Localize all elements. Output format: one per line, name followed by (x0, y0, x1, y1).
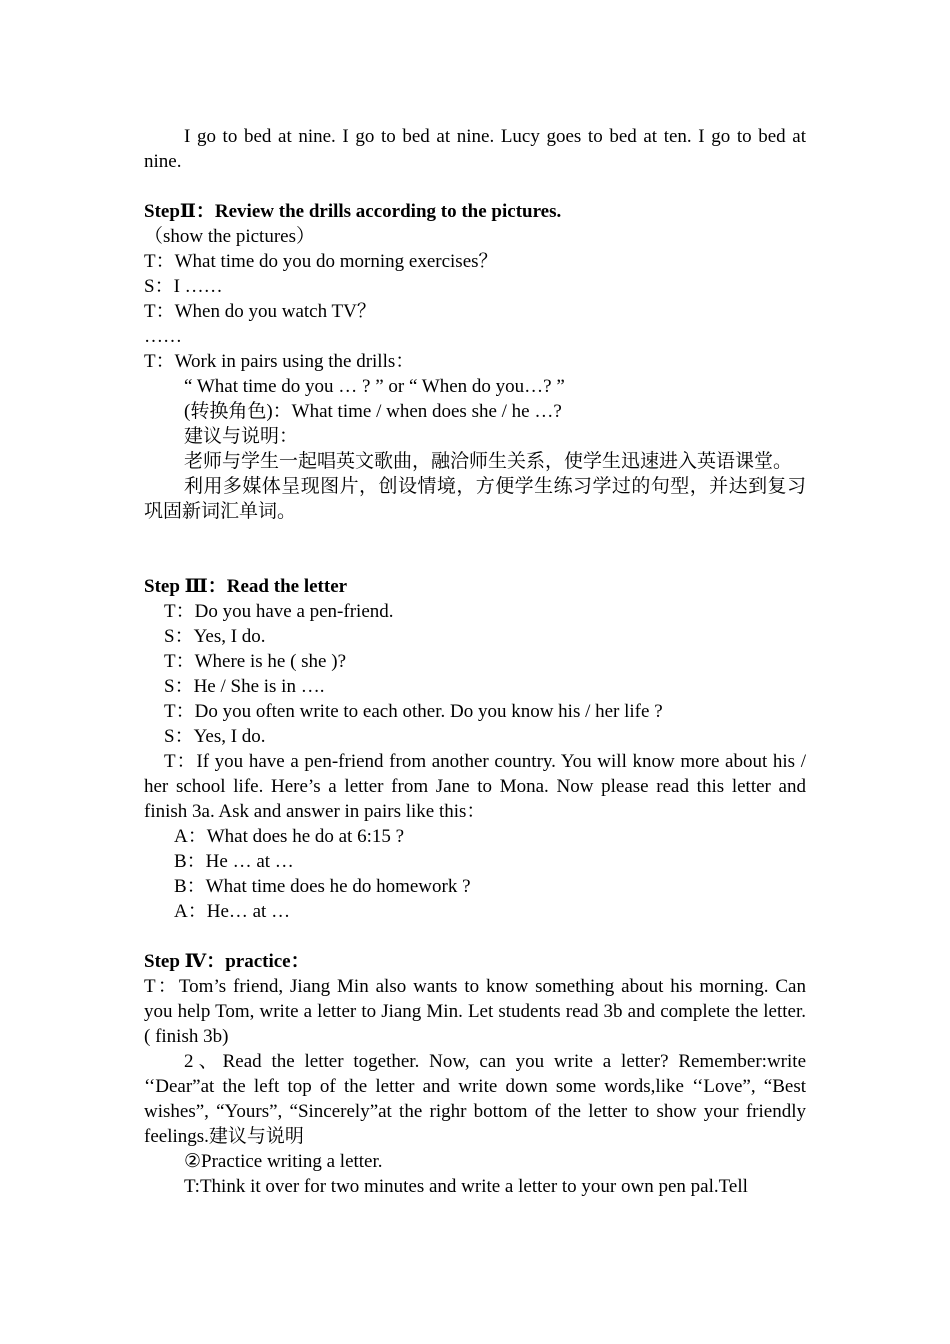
spacer (144, 174, 806, 199)
document-page (144, 124, 806, 1199)
pair-line: A：He… at … (174, 901, 291, 922)
spacer (144, 524, 806, 574)
dialogue-line: S：Yes, I do. (164, 626, 266, 647)
spacer (144, 924, 806, 949)
practice-paragraph: T：Tom’s friend, Jiang Min also wants to know something about his morning. Can you help Tom, write a letter to Jiang Min. Let students read 3b and complete the letter. ( finish 3b) (144, 976, 806, 1047)
advice-paragraph: 老师与学生一起唱英文歌曲，融洽师生关系，使学生迅速进入英语课堂。 (184, 451, 793, 472)
pair-line: A：What does he do at 6:15 ? (174, 826, 405, 847)
advice-title: 建议与说明： (184, 426, 299, 447)
song-lyrics: I go to bed at nine. I go to bed at nine. Lucy goes to bed at ten. I go to bed at nine. (144, 126, 806, 172)
step3-heading: Step Ⅲ：Read the letter (144, 576, 348, 597)
dialogue-line: T：When do you watch TV？ (144, 301, 376, 322)
dialogue-line: S：I …… (144, 276, 223, 297)
practice-paragraph: ②Practice writing a letter. (184, 1151, 383, 1172)
dialogue-line: T：What time do you do morning exercises？ (144, 251, 498, 272)
dialogue-line: S：He / She is in …. (164, 676, 325, 697)
step2-heading: StepⅡ：Review the drills according to the pictures. (144, 201, 562, 222)
dialogue-line: …… (144, 326, 182, 347)
practice-paragraph: 2、Read the letter together. Now, can you write a letter? Remember:write ‘‘Dear”at the left top of the letter and write down some words,like ‘‘Love”, “Best wishes”, “Yours”, “Sincerely”at the righr bottom of the letter to show your friendly feelings.建议与说明 (144, 1051, 806, 1147)
instruction-paragraph: T：If you have a pen-friend from another country. You will know more about his / her school life. Here’s a letter from Jane to Mona. Now please read this letter and finish 3a. Ask and answer in pairs like this： (144, 751, 806, 822)
step4-heading: Step Ⅳ：practice： (144, 951, 310, 972)
dialogue-line: S：Yes, I do. (164, 726, 266, 747)
dialogue-line: T：Where is he ( she )? (164, 651, 347, 672)
pair-line: B：What time does he do homework ? (174, 876, 471, 897)
dialogue-line: T：Do you often write to each other. Do you know his / her life ? (164, 701, 663, 722)
dialogue-line: T：Work in pairs using the drills： (144, 351, 415, 372)
pair-line: B：He … at … (174, 851, 294, 872)
practice-paragraph: T:Think it over for two minutes and write a letter to your own pen pal.Tell (184, 1176, 748, 1197)
drill-line: “ What time do you … ? ” or “ When do you…? ” (184, 376, 565, 397)
advice-paragraph: 利用多媒体呈现图片，创设情境，方便学生练习学过的句型，并达到复习巩固新词汇单词。 (144, 476, 806, 522)
step2-note: （show the pictures） (144, 226, 315, 247)
drill-line: (转换角色)：What time / when does she / he …? (184, 401, 562, 422)
dialogue-line: T：Do you have a pen-friend. (164, 601, 394, 622)
